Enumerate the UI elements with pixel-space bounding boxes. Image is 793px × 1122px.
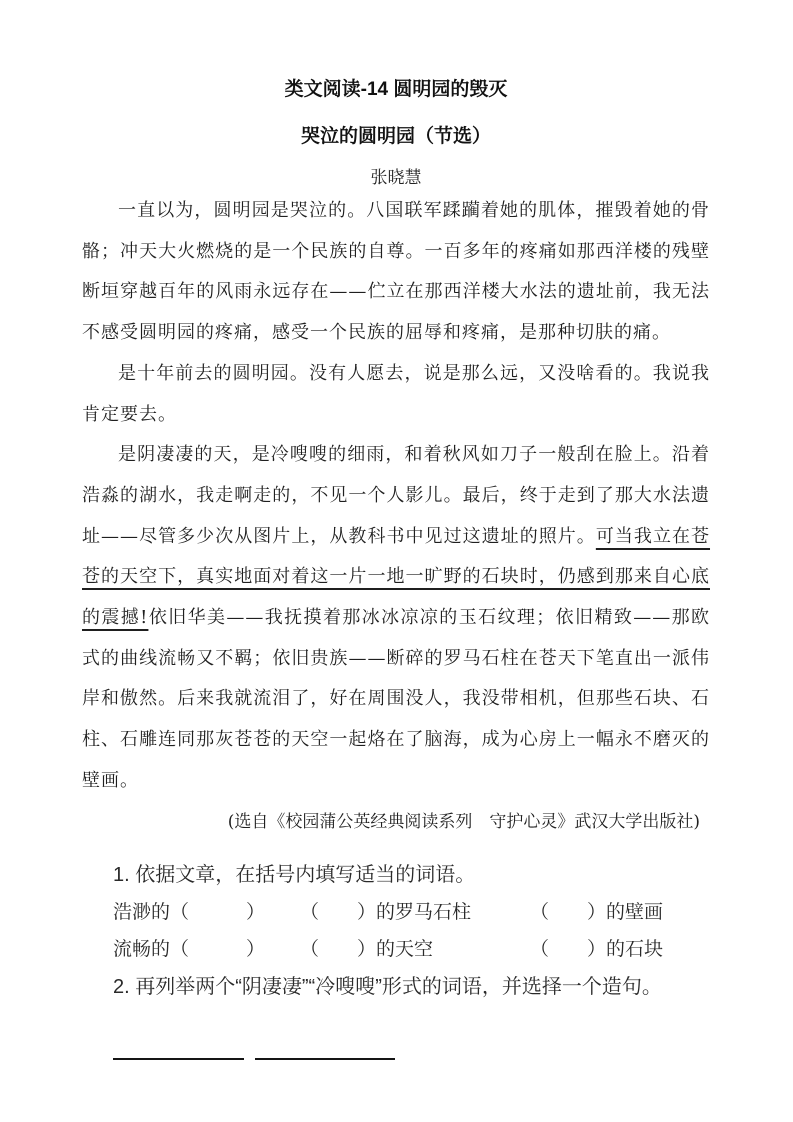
question-2-label: 2. 再列举两个“阴凄凄”“冷嗖嗖”形式的词语，并选择一个造句。: [113, 976, 662, 999]
paragraph-3-text: 是阴凄凄的天，是冷嗖嗖的细雨，和着秋风如刀子一般刮在脸上。沿着浩淼的湖水，我走啊走的，不见一个人影儿。最后，终于走到了那大水法遗址——尽管多少次从图片上，从教科书中见过这遗址的照片。: [82, 444, 710, 547]
document-subtitle: 哭泣的圆明园（节选）: [300, 126, 491, 147]
fill-blank-liuchang: 流畅的（ ）: [113, 939, 266, 961]
fill-blank-mural: （ ）的壁画: [530, 902, 664, 924]
source-citation: (选自《校园蒲公英经典阅读系列 守护心灵》武汉大学出版社): [227, 811, 700, 832]
answer-blanks: [113, 1034, 710, 1060]
paragraph-1: 一直以为，圆明园是哭泣的。八国联军蹂躏着她的肌体，摧毁着她的骨骼；冲天大火燃烧的是一个民族的自尊。一百多年的疼痛如那西洋楼的残壁断垣穿越百年的风雨永远存在——伫立在那西洋楼大水法的遗址前，我无法不感受圆明园的疼痛，感受一个民族的屈辱和疼痛，是那种切肤的痛。: [82, 200, 710, 344]
fill-in-row-2: [113, 931, 710, 968]
answer-blank-line-1[interactable]: [113, 1034, 244, 1060]
fill-blank-roman-columns: （ ）的罗马石柱: [300, 902, 472, 924]
author-name: 张晓慧: [370, 168, 422, 188]
questions-section: [113, 856, 710, 1060]
fill-blank-stones: （ ）的石块: [530, 939, 664, 961]
paragraph-3-text-after: 依旧华美——我抚摸着那冰冰凉凉的玉石纹理；依旧精致——那欧式的曲线流畅又不羁；依旧贵族——断碎的罗马石柱在苍天下笔直出一派伟岸和傲然。后来我就流泪了，好在周围没人，我没带相机，但那些石块、石柱、石雕连同那灰苍苍的天空一起烙在了脑海，成为心房上一幅永不磨灭的壁画。: [82, 607, 711, 791]
fill-blank-haomiao: 浩渺的（ ）: [113, 902, 266, 924]
answer-blank-line-2[interactable]: [255, 1034, 395, 1060]
document-title: 类文阅读-14 圆明园的毁灭: [284, 79, 508, 100]
article-body: [82, 191, 710, 802]
paragraph-3: [82, 435, 710, 801]
fill-in-row-1: [113, 894, 710, 931]
paragraph-2: 是十年前去的圆明园。没有人愿去，说是那么远，又没啥看的。我说我肯定要去。: [82, 362, 710, 425]
question-1-label: 1. 依据文章，在括号内填写适当的词语。: [113, 864, 476, 887]
paragraph-3-underlined-sentence: 可当我立在苍苍的天空下，真实地面对着这一片一地一旷野的石块时，仍感到那来自心底的震撼!: [82, 525, 711, 629]
fill-blank-sky: （ ）的天空: [300, 939, 434, 961]
